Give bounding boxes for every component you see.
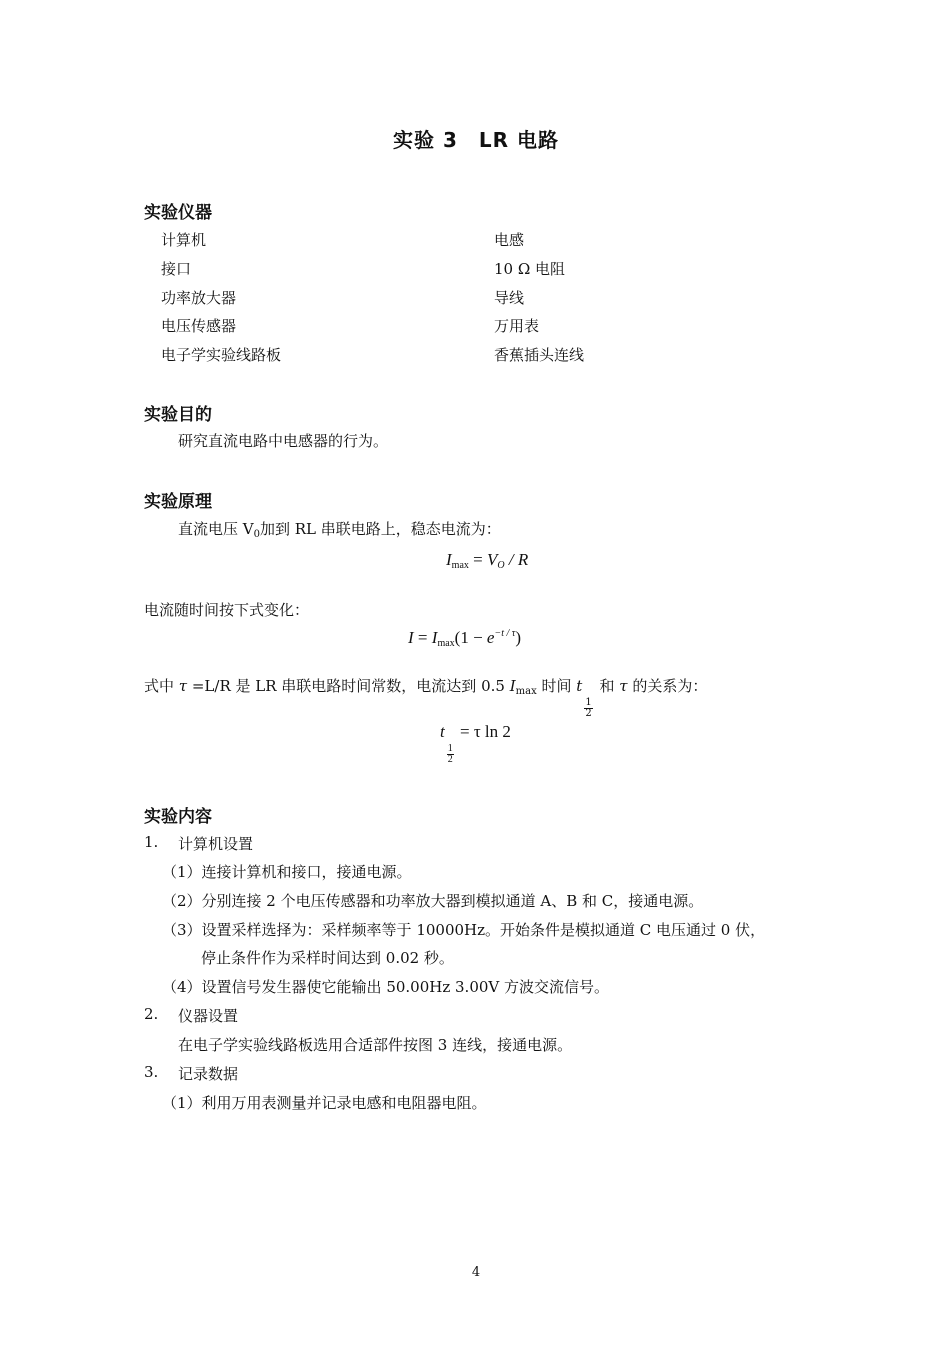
principle-intro: 直流电压 $V_0$加到 RL 串联电路上，稳态电流为： xyxy=(178,520,501,540)
list-item: （1）连接计算机和接口，接通电源。 xyxy=(162,863,412,881)
apparatus-item: 导线 xyxy=(494,289,525,307)
apparatus-item: 香蕉插头连线 xyxy=(494,346,585,364)
list-item: 停止条件作为采样时间达到 0.02 秒。 xyxy=(201,949,454,967)
apparatus-item: 电子学实验线路板 xyxy=(161,346,282,364)
apparatus-item: 万用表 xyxy=(494,317,540,335)
step-title: 仪器设置 xyxy=(178,1007,239,1025)
step-number: 1. xyxy=(144,833,159,851)
step-number: 3. xyxy=(144,1063,159,1081)
equation-halftime: t $\frac{1}{2}$ = τ ln 2 xyxy=(440,722,511,765)
apparatus-item: 计算机 xyxy=(161,231,207,249)
step-title: 记录数据 xyxy=(178,1065,239,1083)
content-heading: 实验内容 xyxy=(144,807,212,827)
principle-line3: 式中 τ =L/R 是 LR 串联电路时间常数，电流达到 0.5 $I_{max}$ 时间 t $\frac{1}{2}$ 和 τ 的关系为： xyxy=(144,677,708,719)
equation-current: $I = I_{max}(1 - e^{-t / \tau})$ xyxy=(408,628,522,649)
purpose-heading: 实验目的 xyxy=(144,405,212,425)
list-item: （3）设置采样选择为：采样频率等于 10000Hz。开始条件是模拟通道 C 电压通过 0 伏， xyxy=(162,921,766,939)
list-item: （1）利用万用表测量并记录电感和电阻器电阻。 xyxy=(162,1094,487,1112)
page-title: 实验 3 LR 电路 xyxy=(393,128,559,152)
apparatus-item: 电压传感器 xyxy=(161,317,237,335)
principle-line2: 电流随时间按下式变化： xyxy=(144,601,310,619)
apparatus-item: 10 Ω 电阻 xyxy=(494,260,566,278)
page-number: 4 xyxy=(471,1265,481,1280)
principle-heading: 实验原理 xyxy=(144,492,212,512)
step-number: 2. xyxy=(144,1005,159,1023)
apparatus-item: 电感 xyxy=(494,231,525,249)
apparatus-heading: 实验仪器 xyxy=(144,203,212,223)
step-text: 在电子学实验线路板选用合适部件按图 3 连线，接通电源。 xyxy=(178,1036,573,1054)
apparatus-item: 接口 xyxy=(161,260,192,278)
list-item: （2）分别连接 2 个电压传感器和功率放大器到模拟通道 A、B 和 C，接通电源。 xyxy=(162,892,704,910)
purpose-text: 研究直流电路中电感器的行为。 xyxy=(178,432,389,450)
list-item: （4）设置信号发生器使它能输出 50.00Hz 3.00V 方波交流信号。 xyxy=(162,978,610,996)
apparatus-item: 功率放大器 xyxy=(161,289,237,307)
equation-imax: $I_{max} = V_O / R$ xyxy=(446,550,529,571)
step-title: 计算机设置 xyxy=(178,835,254,853)
